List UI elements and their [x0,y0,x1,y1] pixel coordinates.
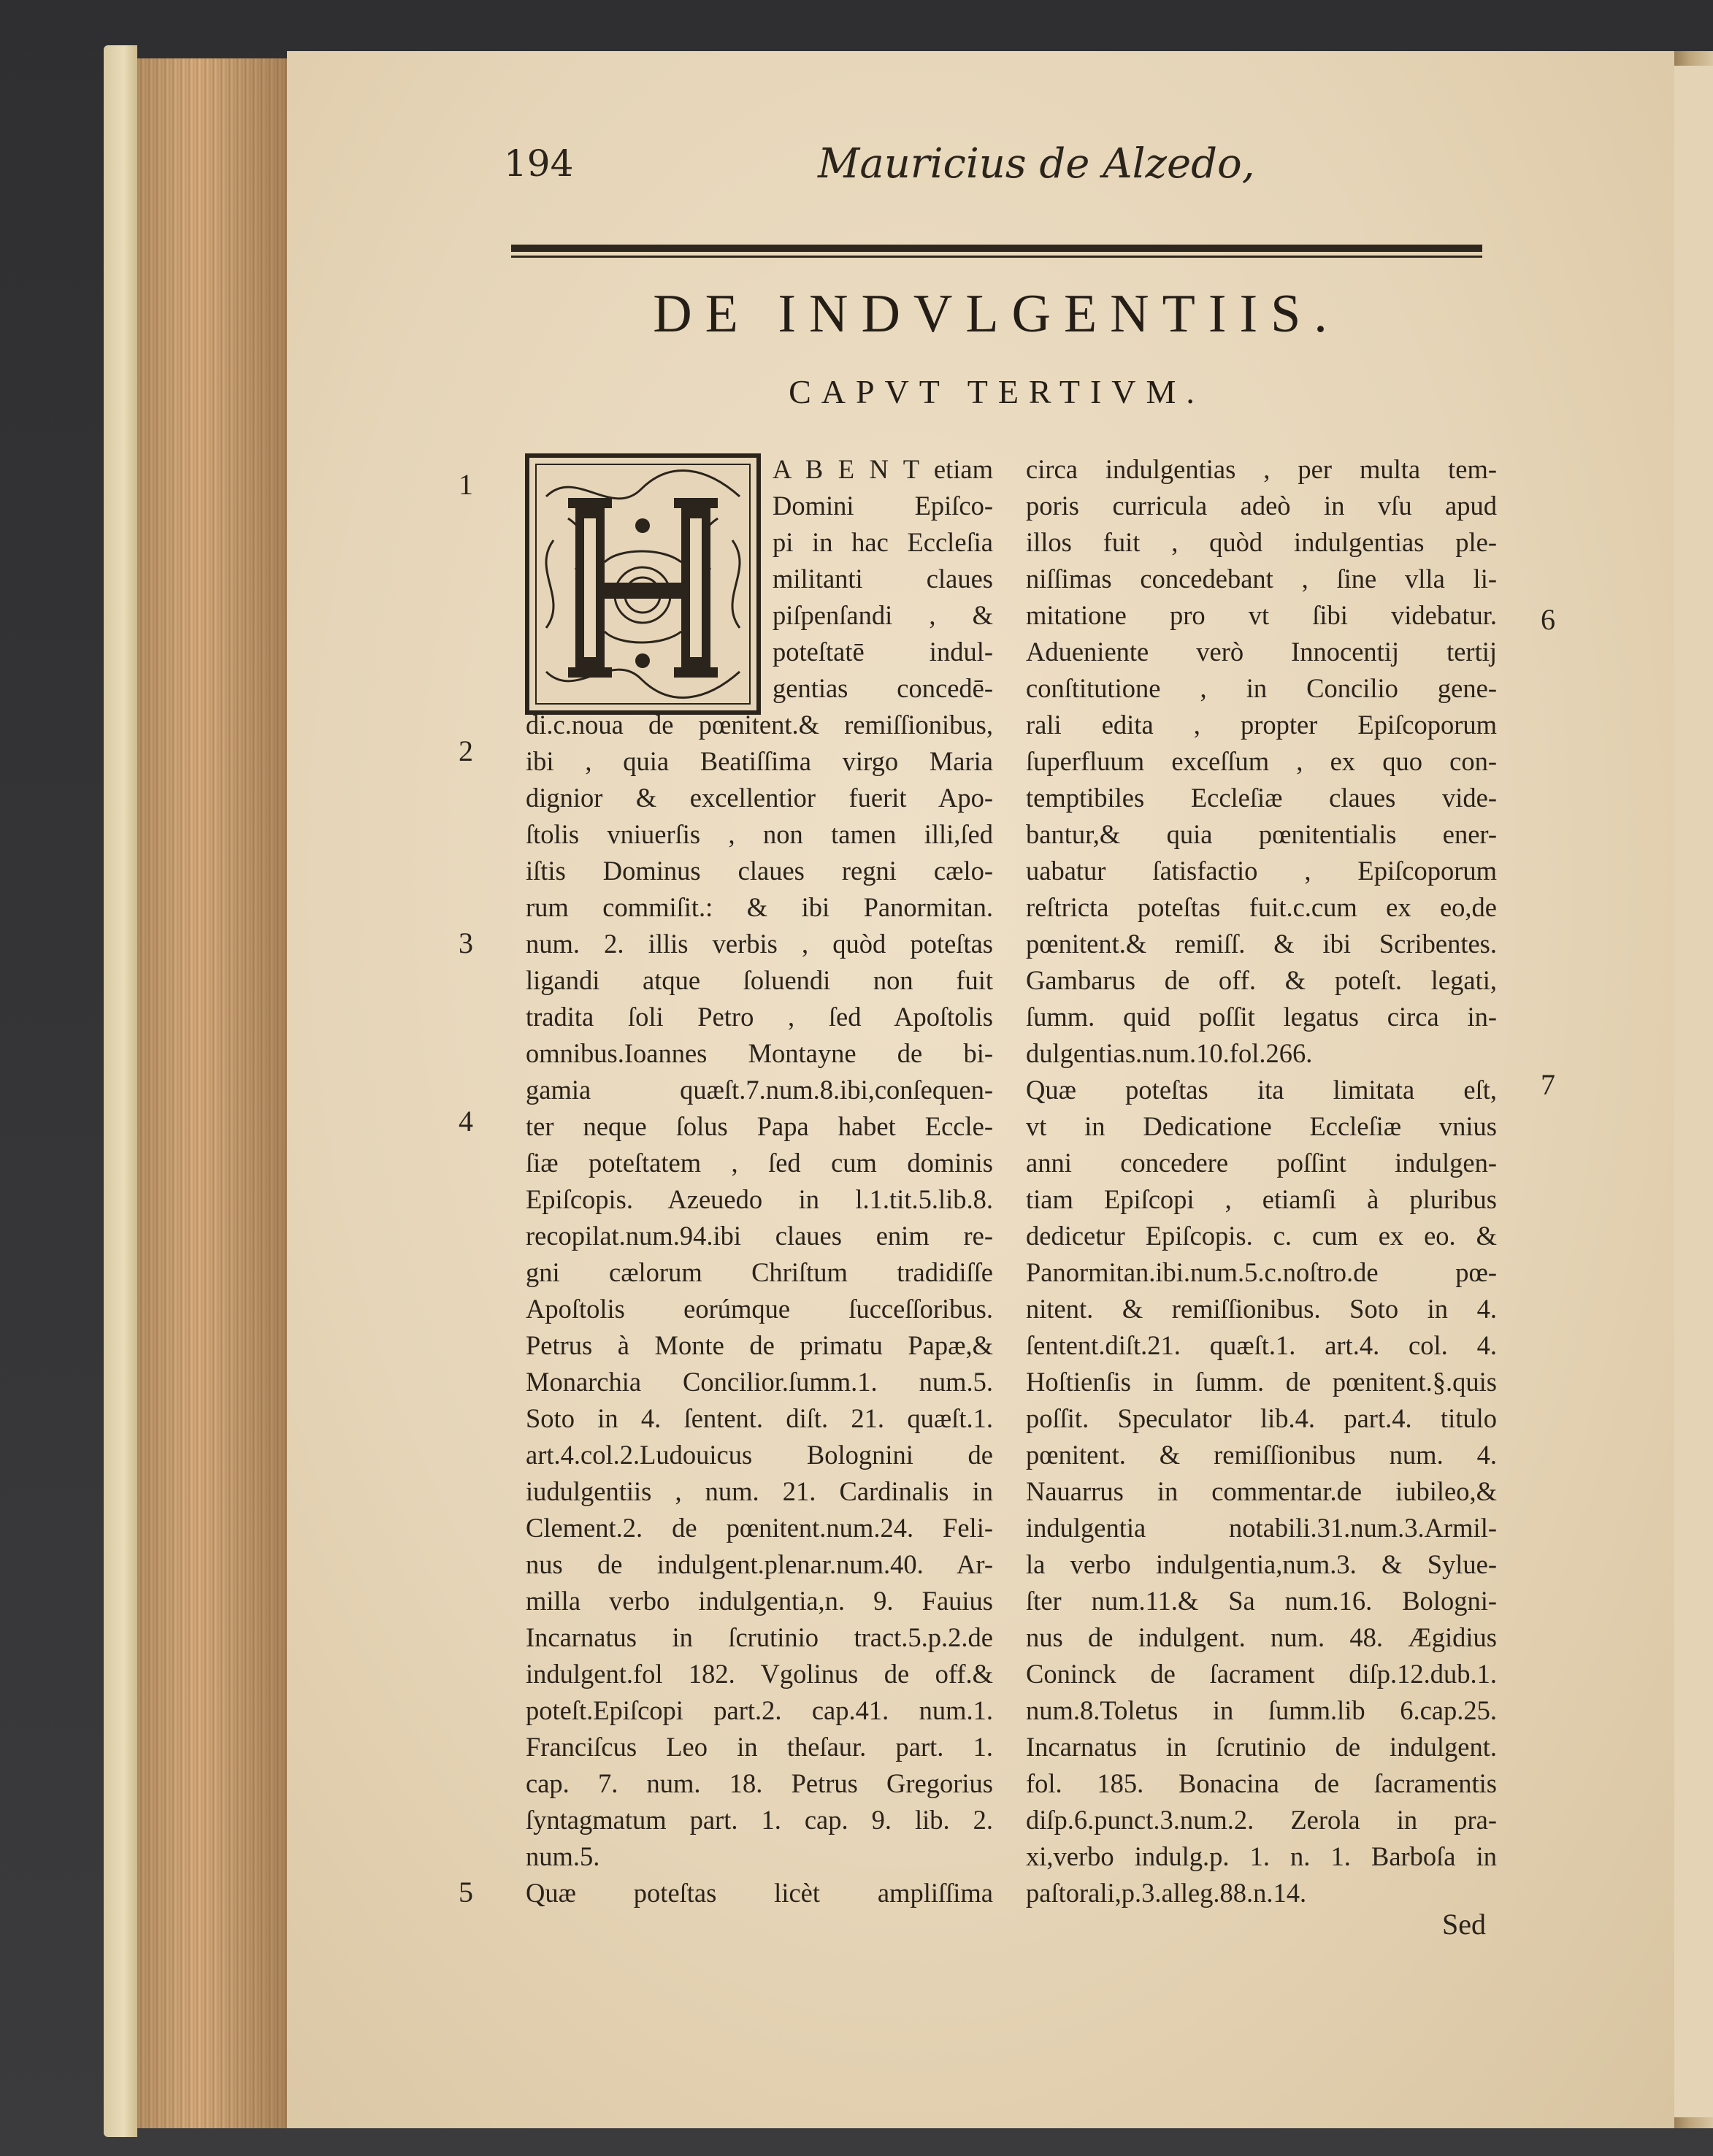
text-line: piſpenſandi , & [773,600,993,630]
text-line: dedicetur Epiſcopis. c. cum ex eo. & [1026,1221,1497,1251]
text-line: Panormitan.ibi.num.5.c.noſtro.de pœ- [1026,1257,1497,1287]
facing-page-edge [1672,66,1713,2117]
text-line: ſter num.11.& Sa num.16. Bologni- [1026,1586,1497,1616]
text-line: num. 2. illis verbis , quòd poteſtas [526,929,993,959]
text-line: dignior & excellentior fuerit Apo- [526,783,993,813]
margin-number: 2 [459,734,473,767]
book-cover-edge [104,45,137,2137]
text-line: rum commiſit.: & ibi Panormitan. [526,892,993,922]
page-number: 194 [504,142,574,185]
text-line: art.4.col.2.Ludouicus Bolognini de [526,1440,993,1470]
text-line: temptibiles Eccleſiæ claues vide- [1026,783,1497,813]
text-line: iſtis Dominus claues regni cælo- [526,856,993,886]
text-line: pœnitent. & remiſſionibus num. 4. [1026,1440,1497,1470]
header-rule-thin [511,256,1482,258]
text-line: rali edita , propter Epiſcoporum [1026,710,1497,740]
text-line: circa indulgentias , per multa tem- [1026,454,1497,484]
chapter-title: DE INDVLGENTIIS. [653,284,1341,344]
text-line: indulgent.fol 182. Vgolinus de off.& [526,1659,993,1689]
text-line: Hoſtienſis in ſumm. de pœnitent.§.quis [1026,1367,1497,1397]
text-line: Domini Epiſco- [773,491,993,521]
text-line: la verbo indulgentia,num.3. & Sylue- [1026,1549,1497,1579]
catchword: Sed [1442,1908,1486,1941]
text-line: omnibus.Ioannes Montayne de bi- [526,1038,993,1068]
text-line: vt in Dedicatione Eccleſiæ vnius [1026,1111,1497,1141]
text-line: poris curricula adeò in vſu apud [1026,491,1497,521]
text-line: recopilat.num.94.ibi claues enim re- [526,1221,993,1251]
text-line: Adueniente verò Innocentij tertij [1026,637,1497,667]
margin-number: 3 [459,927,473,959]
text-line: niſſimas concedebant , ſine vlla li- [1026,564,1497,594]
text-line: ſumm. quid poſſit legatus circa in- [1026,1002,1497,1032]
text-line: Apoſtolis eorúmque ſucceſſoribus. [526,1294,993,1324]
text-line: ligandi atque ſoluendi non fuit [526,965,993,995]
decorative-initial [524,453,762,716]
text-line: iudulgentiis , num. 21. Cardinalis in [526,1476,993,1506]
text-line: Epiſcopis. Azeuedo in l.1.tit.5.lib.8. [526,1184,993,1214]
text-line: num.5. [526,1841,600,1871]
text-line: xi,verbo indulg.p. 1. n. 1. Barboſa in [1026,1841,1497,1871]
text-line: Coninck de ſacrament diſp.12.dub.1. [1026,1659,1497,1689]
text-line: illos fuit , quòd indulgentias ple- [1026,527,1497,557]
text-line: gentias concedē- [773,673,993,703]
text-line: milla verbo indulgentia,n. 9. Fauius [526,1586,993,1616]
text-line: poſſit. Speculator lib.4. part.4. titulo [1026,1403,1497,1433]
text-line: Gambarus de off. & poteſt. legati, [1026,965,1497,995]
text-line: ſtolis vniuerſis , non tamen illi,ſed [526,819,993,849]
text-line: dulgentias.num.10.fol.266. [1026,1038,1313,1068]
text-line: Incarnatus in ſcrutinio tract.5.p.2.de [526,1622,993,1652]
text-line: Quæ poteſtas licèt ampliſſima [526,1878,993,1908]
text-line: nus de indulgent.plenar.num.40. Ar- [526,1549,993,1579]
margin-number: 5 [459,1876,473,1908]
text-line: uabatur ſatisfactio , Epiſcoporum [1026,856,1497,886]
text-line: anni concedere poſſint indulgen- [1026,1148,1497,1178]
text-line: ſuperfluum exceſſum , ex quo con- [1026,746,1497,776]
running-head: Mauricius de Alzedo, [818,140,1255,188]
text-line: nitent. & remiſſionibus. Soto in 4. [1026,1294,1497,1324]
drop-cap-text [773,451,993,707]
text-line: num.8.Toletus in ſumm.lib 6.cap.25. [1026,1695,1497,1725]
text-line: Nauarrus in commentar.de iubileo,& [1026,1476,1497,1506]
text-line: A B E N T etiam [773,454,993,484]
text-line: ter neque ſolus Papa habet Eccle- [526,1111,993,1141]
text-line: nus de indulgent. num. 48. Ægidius [1026,1622,1497,1652]
text-line: poteſt.Epiſcopi part.2. cap.41. num.1. [526,1695,993,1725]
text-line: indulgentia notabili.31.num.3.Armil- [1026,1513,1497,1543]
text-line: Franciſcus Leo in theſaur. part. 1. [526,1732,993,1762]
right-column [1026,451,1497,1911]
text-line: poteſtatē indul- [773,637,993,667]
text-line: ſyntagmatum part. 1. cap. 9. lib. 2. [526,1805,993,1835]
page-stack-shade [137,58,287,2128]
text-line: Clement.2. de pœnitent.num.24. Feli- [526,1513,993,1543]
text-line: pœnitent.& remiſſ. & ibi Scribentes. [1026,929,1497,959]
text-line: pi in hac Eccleſia [773,527,993,557]
text-line: Incarnatus in ſcrutinio de indulgent. [1026,1732,1497,1762]
text-line: di.c.noua de pœnitent.& remiſſionibus, [526,710,993,740]
header-rule [511,245,1482,252]
text-line: Soto in 4. ſentent. diſt. 21. quæſt.1. [526,1403,993,1433]
text-line: mitatione pro vt ſibi videbatur. [1026,600,1497,630]
text-line: conſtitutione , in Concilio gene- [1026,673,1497,703]
text-line: cap. 7. num. 18. Petrus Gregorius [526,1768,993,1798]
text-line: tiam Epiſcopi , etiamſi à pluribus [1026,1184,1497,1214]
margin-number: 1 [459,468,473,501]
text-line: militanti claues [773,564,993,594]
margin-number: 7 [1541,1068,1555,1101]
margin-number: 4 [459,1105,473,1138]
text-line: tradita ſoli Petro , ſed Apoſtolis [526,1002,993,1032]
text-line: ſentent.diſt.21. quæſt.1. art.4. col. 4. [1026,1330,1497,1360]
chapter-subtitle: CAPVT TERTIVM. [789,373,1205,410]
text-line: reſtricta poteſtas fuit.c.cum ex eo,de [1026,892,1497,922]
text-line: gni cælorum Chriſtum tradidiſſe [526,1257,993,1287]
text-line: fol. 185. Bonacina de ſacramentis [1026,1768,1497,1798]
text-line: ſiæ poteſtatem , ſed cum dominis [526,1148,993,1178]
text-line: bantur,& quia pœnitentialis ener- [1026,819,1497,849]
margin-number: 6 [1541,603,1555,636]
text-line: paſtorali,p.3.alleg.88.n.14. [1026,1878,1307,1908]
text-line: gamia quæſt.7.num.8.ibi,conſequen- [526,1075,993,1105]
text-line: diſp.6.punct.3.num.2. Zerola in pra- [1026,1805,1497,1835]
text-line: ibi , quia Beatiſſima virgo Maria [526,746,993,776]
left-column [526,707,993,1911]
text-line: Monarchia Concilior.ſumm.1. num.5. [526,1367,993,1397]
text-line: Quæ poteſtas ita limitata eſt, [1026,1075,1497,1105]
text-line: Petrus à Monte de primatu Papæ,& [526,1330,993,1360]
